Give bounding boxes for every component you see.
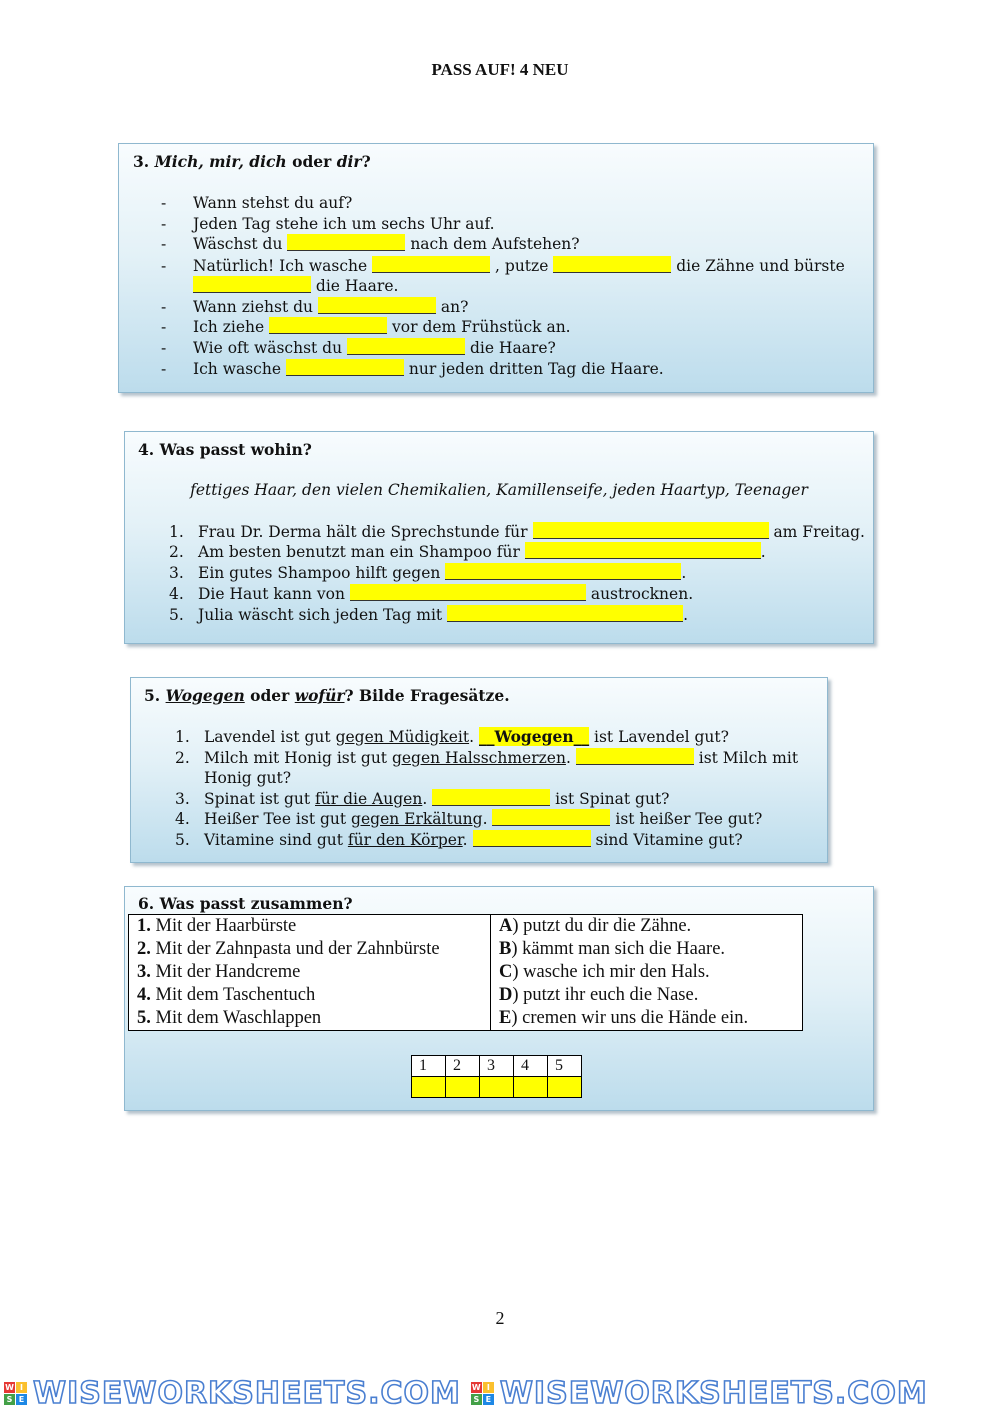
page-title: PASS AUF! 4 NEU — [431, 60, 569, 79]
list-item: 1. Lavendel ist gut gegen Müdigkeit. __Wogegen__ ist Lavendel gut? — [175, 727, 729, 746]
answer-cell[interactable] — [446, 1077, 480, 1098]
blank-input[interactable] — [553, 256, 671, 273]
list-item: 3. Spinat ist gut für die Augen. ist Spinat gut? — [175, 790, 670, 808]
footer-watermark — [0, 1374, 1000, 1413]
brand-text: WISEWORKSHEETS.COM — [33, 1376, 461, 1411]
blank-input[interactable] — [347, 338, 465, 355]
exercise-3-title: 3. Mich, mir, dich oder dir? — [133, 152, 371, 171]
list-item: 3. Ein gutes Shampoo hilft gegen . — [169, 564, 687, 582]
exercise-4-title: 4. Was passt wohin? — [138, 440, 312, 459]
blank-input[interactable] — [492, 809, 610, 826]
list-item-continuation: Honig gut? — [204, 769, 292, 787]
list-item: - Wäschst du nach dem Aufstehen? — [161, 235, 580, 253]
brand-text: WISEWORKSHEETS.COM — [499, 1376, 928, 1411]
answer-cell[interactable] — [548, 1077, 582, 1098]
blank-input[interactable] — [287, 234, 405, 251]
list-item: - Wann ziehst du an? — [161, 298, 469, 316]
blank-input[interactable] — [269, 317, 387, 334]
blank-input[interactable] — [473, 830, 591, 847]
list-item: - Jeden Tag stehe ich um sechs Uhr auf. — [161, 215, 495, 233]
blank-input[interactable] — [372, 256, 490, 273]
list-item: 4. Heißer Tee ist gut gegen Erkältung. ist heißer Tee gut? — [175, 810, 763, 828]
answer-grid-inputs — [412, 1077, 582, 1098]
exercise-5-box — [130, 677, 828, 863]
brand-logo — [4, 1376, 461, 1411]
blank-input[interactable] — [350, 584, 586, 601]
exercise-6-title: 6. Was passt zusammen? — [138, 894, 353, 913]
list-item: 4. Die Haut kann von austrocknen. — [169, 585, 694, 603]
list-item: - Ich ziehe vor dem Frühstück an. — [161, 318, 571, 336]
list-item: 1. Frau Dr. Derma hält die Sprechstunde für am Freitag. — [169, 523, 865, 541]
answer-cell[interactable] — [480, 1077, 514, 1098]
blank-input[interactable] — [576, 748, 694, 765]
brand-logo — [471, 1376, 928, 1411]
blank-input[interactable] — [445, 563, 681, 580]
exercise-6-box — [124, 886, 874, 1111]
list-item-continuation: die Haare. — [193, 276, 398, 296]
blank-input[interactable] — [286, 359, 404, 376]
exercise-3-box — [118, 143, 874, 393]
list-item: - Ich wasche nur jeden dritten Tag die Haare. — [161, 360, 664, 378]
list-item: - Wie oft wäschst du die Haare? — [161, 339, 556, 357]
answer-cell[interactable] — [412, 1077, 446, 1098]
wise-logo-icon: W I S E — [4, 1382, 27, 1405]
answer-grid-header: 1 2 3 4 5 — [412, 1056, 582, 1077]
word-bank: fettiges Haar, den vielen Chemikalien, Kamillenseife, jeden Haartyp, Teenager — [190, 481, 808, 499]
list-item: - Natürlich! Ich wasche , putze die Zähne und bürste — [161, 257, 845, 275]
blank-input[interactable] — [193, 276, 311, 293]
table-row: 1. Mit der Haarbürste 2. Mit der Zahnpasta und der Zahnbürste 3. Mit der Handcreme 4. Mit dem Taschentuch 5. Mit dem Waschlappen A) putzt du dir die Zähne. B) kämmt man sich die Haare. C) wasche ich mir den Hals. D) putzt ihr euch die Nase. E) cremen wir uns die Hände ein. — [129, 915, 803, 1031]
list-item: 2. Am besten benutzt man ein Shampoo für . — [169, 543, 766, 561]
list-item: 2. Milch mit Honig ist gut gegen Halsschmerzen. ist Milch mit — [175, 749, 799, 767]
matching-table — [128, 914, 803, 1031]
blank-input[interactable] — [525, 542, 761, 559]
blank-input[interactable] — [318, 297, 436, 314]
blank-input[interactable] — [533, 522, 769, 539]
page-number: 2 — [495, 1308, 505, 1328]
answer-grid — [411, 1055, 582, 1098]
answer-cell[interactable] — [514, 1077, 548, 1098]
list-item: - Wann stehst du auf? — [161, 194, 353, 212]
exercise-4-box — [124, 431, 874, 644]
blank-input[interactable] — [447, 605, 683, 622]
list-item: 5. Vitamine sind gut für den Körper. sind Vitamine gut? — [175, 831, 743, 849]
wise-logo-icon: W I S E — [471, 1382, 494, 1405]
exercise-5-title: 5. Wogegen oder wofür? Bilde Fragesätze. — [144, 686, 510, 705]
list-item: 5. Julia wäscht sich jeden Tag mit . — [169, 606, 689, 624]
example-answer: __Wogegen__ — [478, 727, 590, 746]
blank-input[interactable] — [432, 789, 550, 806]
